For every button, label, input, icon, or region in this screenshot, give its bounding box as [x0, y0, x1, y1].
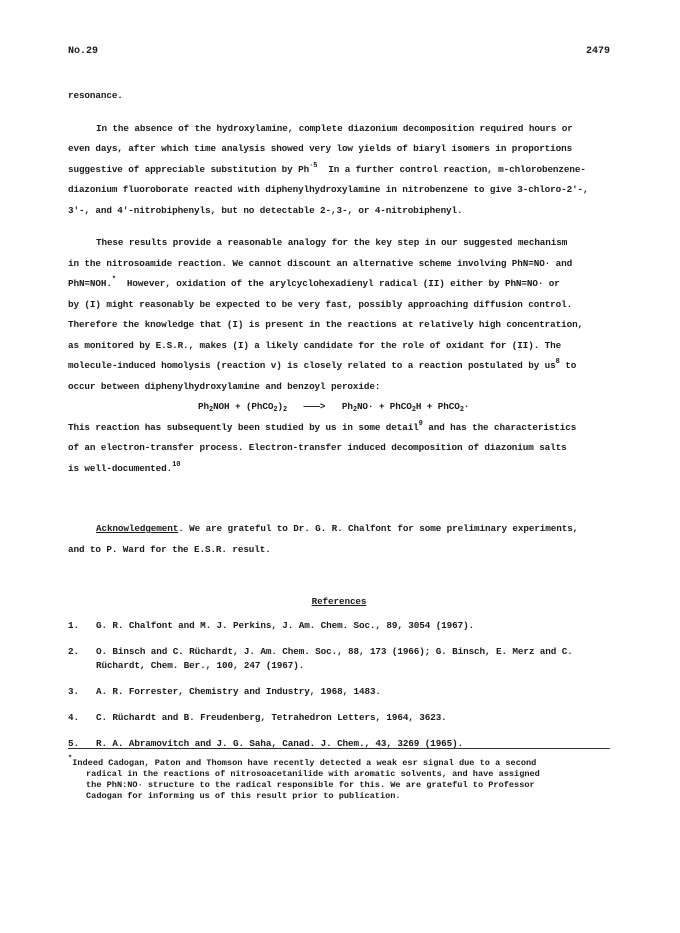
body-line: These results provide a reasonable analogy for the key step in our suggested mechanism: [96, 237, 568, 248]
footnote-line: Cadogan for informing us of this result prior to publication.: [86, 791, 401, 801]
body-line: and to P. Ward for the E.S.R. result.: [68, 543, 271, 555]
body-line: suggestive of appreciable substitution by $Ph^{\cdot 5}$ In a further control reaction, m-chlorobenzene-: [68, 161, 586, 175]
body-line: is well-documented.$^{10}$: [68, 460, 181, 474]
reference-item: 5. R. A. Abramovitch and J. G. Saha, Canad. J. Chem., 43, 3269 (1965).: [68, 737, 464, 749]
body-line: 3'-, and 4'-nitrobiphenyls, but no detectable 2-,3-, or 4-nitrobiphenyl.: [68, 204, 463, 216]
body-line: in the nitrosoamide reaction. We cannot discount an alternative scheme involving PhN=NO· and: [68, 257, 573, 269]
body-line: diazonium fluoroborate reacted with diphenylhydroxylamine in nitrobenzene to give 3-chloro-2'-,: [68, 184, 589, 195]
body-line: as monitored by E.S.R., makes (I) a likely candidate for the role of oxidant for (II). The: [68, 339, 562, 351]
body-line: In the absence of the hydroxylamine, complete diazonium decomposition required hours or: [96, 122, 573, 134]
reference-item: 3. A. R. Forrester, Chemistry and Industry, 1968, 1483.: [68, 685, 381, 697]
reference-item: 1. G. R. Chalfont and M. J. Perkins, J. Am. Chem. Soc., 89, 3054 (1967).: [68, 619, 475, 631]
footnote-line: the PhN:NO· structure to the radical responsible for this. We are grateful to Professor: [86, 780, 535, 790]
body-line: by (I) might reasonably be expected to be very fast, possibly approaching diffusion control.: [68, 298, 573, 310]
references-heading: References: [311, 596, 367, 607]
paragraph-continuation: resonance.: [68, 90, 123, 101]
body-line: Therefore the knowledge that (I) is present in the reactions at relatively high concentration,: [68, 319, 584, 330]
reaction-arrow: ———>: [303, 401, 326, 412]
body-line: of an electron-transfer process. Electron-transfer induced decomposition of diazonium salts: [68, 442, 567, 453]
footnote: [68, 755, 610, 802]
acknowledgement-title: Acknowledgement: [96, 523, 179, 534]
reference-item: 4. C. Rüchardt and B. Freudenberg, Tetrahedron Letters, 1964, 3623.: [68, 711, 447, 723]
body-line: molecule-induced homolysis (reaction v) is closely related to a reaction postulated by $us^8$ to: [68, 358, 577, 371]
body-line: even days, after which time analysis showed very low yields of biaryl isomers in proportions: [68, 143, 573, 154]
acknowledgement: Acknowledgement. We are grateful to Dr. G. R. Chalfont for some preliminary experiments,: [96, 523, 579, 534]
footnote-line: *Indeed Cadogan, Paton and Thomson have recently detected a weak esr signal due to a second: [68, 755, 537, 768]
reaction-equation: $Ph_2NOH$ + $(PhCO_2)_2$ ———> $Ph_2NO\cdot$ + PhCO$_2$H + PhCO$_2$·: [198, 401, 470, 414]
article-body: [68, 86, 610, 763]
body-line: PhN=NOH.* However, oxidation of the arylcyclohexadienyl radical (II) either by PhN=NO· or: [68, 276, 560, 289]
body-line: This reaction has subsequently been studied by us in some detail$^9$ and has the characteristics: [68, 419, 577, 433]
footnote-line: radical in the reactions of nitrosoacetanilide with aromatic solvents, and have assigned: [86, 769, 540, 779]
journal-issue: No.29: [68, 46, 99, 57]
body-line: occur between diphenylhydroxylamine and benzoyl peroxide:: [68, 380, 381, 392]
footnote-rule: [68, 748, 610, 749]
page-number: 2479: [585, 46, 610, 57]
reference-item: 2. O. Binsch and C. Rüchardt, J. Am. Chem. Soc., 88, 173 (1966); G. Binsch, E. Merz and C. Rüchardt, Chem. Ber., 100, 247 (1967).: [68, 645, 573, 671]
